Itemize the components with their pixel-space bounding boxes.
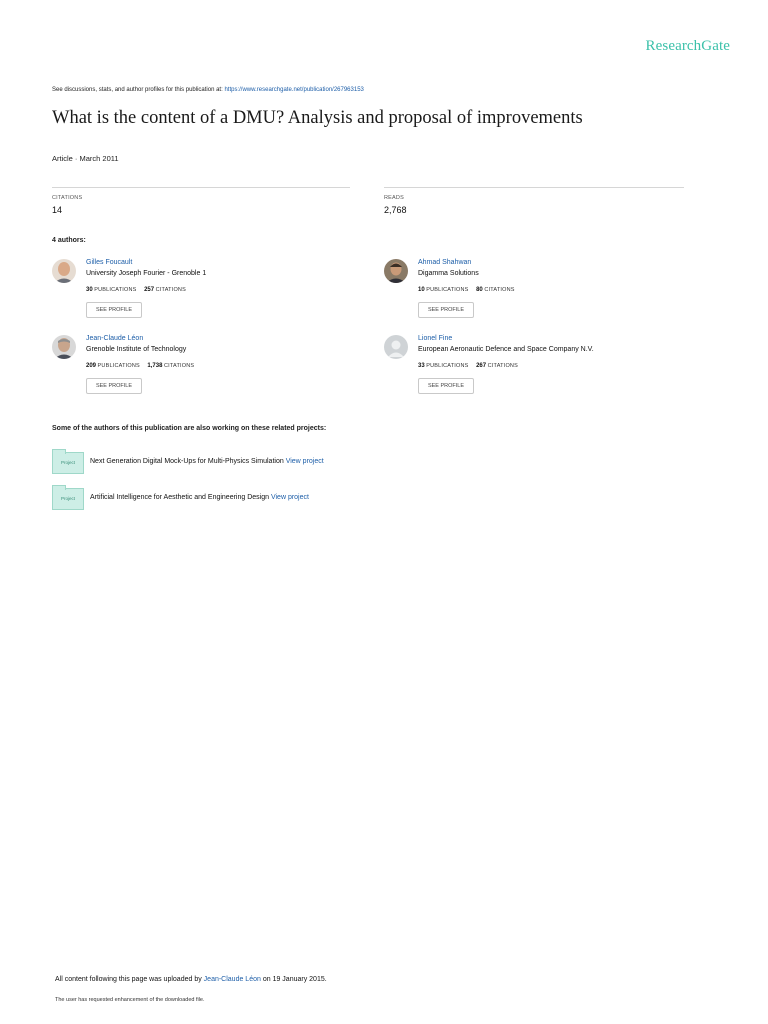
author-name-link[interactable]: Gilles Foucault bbox=[86, 259, 133, 266]
citations-count: 1,738 bbox=[147, 363, 163, 369]
see-profile-button[interactable]: SEE PROFILE bbox=[418, 378, 474, 394]
author-card bbox=[384, 335, 674, 405]
researchgate-logo[interactable]: ResearchGate bbox=[645, 38, 730, 54]
authors-heading: 4 authors: bbox=[52, 237, 86, 244]
citations-label: CITATIONS bbox=[155, 287, 186, 293]
citations-label: CITATIONS bbox=[487, 363, 518, 369]
photo-avatar-icon[interactable] bbox=[384, 259, 408, 283]
author-name-link[interactable]: Lionel Fine bbox=[418, 335, 453, 342]
photo-avatar-icon[interactable] bbox=[52, 259, 76, 283]
see-profile-button[interactable]: SEE PROFILE bbox=[418, 302, 474, 318]
author-stats bbox=[418, 287, 521, 293]
publications-label: PUBLICATIONS bbox=[426, 287, 469, 293]
citations-value: 14 bbox=[52, 205, 63, 215]
publications-label: PUBLICATIONS bbox=[94, 287, 137, 293]
citations-label: CITATIONS bbox=[163, 363, 195, 369]
project-text bbox=[90, 494, 309, 501]
author-name-link[interactable]: Ahmad Shahwan bbox=[418, 259, 472, 266]
project-folder-icon bbox=[52, 488, 84, 510]
project-folder-icon bbox=[52, 452, 84, 474]
citations-count: 267 bbox=[476, 363, 487, 369]
project-icon-label: Project bbox=[60, 460, 75, 465]
publications-count: 33 bbox=[418, 363, 425, 369]
author-card bbox=[52, 335, 342, 405]
citations-count: 80 bbox=[476, 287, 483, 293]
reads-divider bbox=[384, 187, 684, 188]
discussions-text: See discussions, stats, and author profiles for this publication at: bbox=[52, 87, 223, 93]
author-institution: European Aeronautic Defence and Space Company N.V. bbox=[418, 346, 594, 353]
see-profile-button[interactable]: SEE PROFILE bbox=[86, 378, 142, 394]
author-card bbox=[384, 259, 674, 329]
see-profile-button[interactable]: SEE PROFILE bbox=[86, 302, 142, 318]
related-projects-heading: Some of the authors of this publication are also working on these related projects: bbox=[52, 425, 327, 432]
publication-url-link[interactable]: https://www.researchgate.net/publication/267963153 bbox=[224, 87, 364, 93]
enhancement-note: The user has requested enhancement of the downloaded file. bbox=[55, 997, 205, 1003]
discussions-line bbox=[52, 87, 364, 93]
project-text bbox=[90, 458, 324, 465]
author-institution: Grenoble Institute of Technology bbox=[86, 346, 187, 353]
author-stats bbox=[418, 363, 524, 369]
default-avatar-icon[interactable] bbox=[384, 335, 408, 359]
citations-count: 257 bbox=[144, 287, 155, 293]
project-title: Artificial Intelligence for Aesthetic and Engineering Design bbox=[90, 494, 269, 501]
project-title: Next Generation Digital Mock-Ups for Multi-Physics Simulation bbox=[90, 458, 284, 465]
citations-label: CITATIONS bbox=[484, 287, 515, 293]
author-institution: Digamma Solutions bbox=[418, 270, 479, 277]
upload-date: on 19 January 2015. bbox=[262, 976, 327, 983]
view-project-link[interactable]: View project bbox=[285, 458, 324, 465]
reads-value: 2,768 bbox=[384, 205, 407, 215]
reads-label: READS bbox=[384, 195, 404, 201]
project-item bbox=[52, 452, 452, 480]
author-stats bbox=[86, 287, 192, 293]
photo-avatar-icon[interactable] bbox=[52, 335, 76, 359]
author-stats bbox=[86, 363, 200, 369]
citations-label: CITATIONS bbox=[52, 195, 83, 201]
publications-count: 209 bbox=[86, 363, 97, 369]
publications-count: 30 bbox=[86, 287, 93, 293]
publication-title: What is the content of a DMU? Analysis and proposal of improvements bbox=[52, 108, 583, 128]
view-project-link[interactable]: View project bbox=[270, 494, 309, 501]
upload-notice bbox=[55, 976, 327, 983]
author-institution: University Joseph Fourier - Grenoble 1 bbox=[86, 270, 207, 277]
publications-label: PUBLICATIONS bbox=[426, 363, 469, 369]
author-name-link[interactable]: Jean-Claude Léon bbox=[86, 335, 144, 342]
publications-label: PUBLICATIONS bbox=[97, 363, 140, 369]
publication-meta: Article · March 2011 bbox=[52, 154, 119, 163]
upload-prefix: All content following this page was uploaded by bbox=[55, 976, 202, 983]
uploader-link[interactable]: Jean-Claude Léon bbox=[203, 976, 261, 983]
citations-divider bbox=[52, 187, 350, 188]
author-card bbox=[52, 259, 342, 329]
project-icon-label: Project bbox=[60, 496, 75, 501]
project-item bbox=[52, 488, 452, 516]
publications-count: 10 bbox=[418, 287, 425, 293]
